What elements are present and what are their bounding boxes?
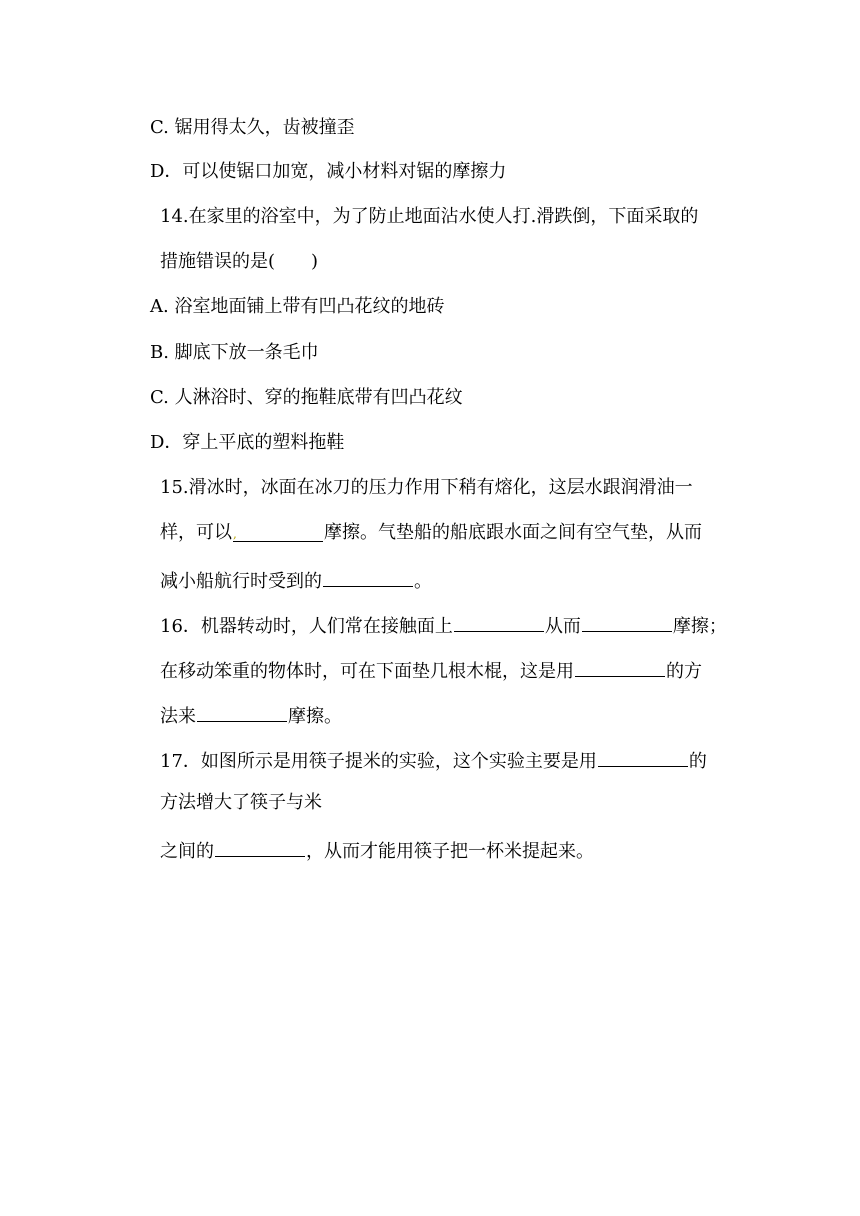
q15-line3-text-a: 减小船航行时受到的: [160, 571, 322, 592]
q16-blank-4[interactable]: [197, 701, 287, 722]
q14-stem-line1: 14.在家里的浴室中，为了防止地面沾水使人打.滑跌倒，下面采取的: [160, 206, 699, 227]
q16-line1: [160, 611, 860, 639]
q13-option-c: C. 锯用得太久，齿被撞歪: [150, 117, 355, 138]
q15-line2: [160, 521, 860, 545]
q17-line1: [160, 746, 860, 774]
q17-line3-text-a: 之间的: [160, 841, 214, 862]
q15-line3-text-b: 。: [414, 571, 432, 592]
q14-option-a: A. 浴室地面铺上带有凹凸花纹的地砖: [150, 296, 445, 317]
q16-line1-text-b: 从而: [544, 616, 581, 637]
q16-blank-3[interactable]: [575, 656, 665, 677]
q15-line2-text-b: 摩擦。气垫船的船底跟水面之间有空气垫，从而: [324, 522, 702, 543]
q13-option-d: D．可以使锯口加宽，减小材料对锯的摩擦力: [150, 161, 507, 182]
q15-line1: 15.滑冰时，冰面在冰刀的压力作用下稍有熔化，这层水跟润滑油一: [160, 477, 693, 498]
q15-blank-1[interactable]: [233, 521, 323, 542]
q17-line1-text-b: 的: [688, 751, 707, 772]
q17-line1-text-a: 17．如图所示是用筷子提米的实验，这个实验主要是用: [160, 751, 597, 772]
q17-line3-text-b: ，从而才能用筷子把一杯米提起来。: [306, 841, 594, 862]
q16-blank-2[interactable]: [582, 611, 672, 632]
q17-line3: [160, 836, 860, 864]
q15-line2-text-a: 样，可以: [160, 522, 232, 543]
q14-option-b: B. 脚底下放一条毛巾: [150, 342, 319, 363]
q15-blank-2[interactable]: [323, 566, 413, 587]
q15-line3: [160, 566, 860, 594]
q16-line3: [160, 701, 860, 729]
q14-stem-line2: 措施错误的是( ): [160, 251, 319, 272]
q16-line1-text-c: 摩擦；: [672, 616, 727, 637]
q17-blank-2[interactable]: [215, 836, 305, 857]
q15-blank-mark: ,: [233, 527, 237, 541]
q16-line1-text-a: 16．机器转动时，人们常在接触面上: [160, 616, 453, 637]
q16-line3-text-a: 法来: [160, 706, 196, 727]
q16-line3-text-b: 摩擦。: [288, 706, 342, 727]
q14-option-c: C. 人淋浴时、穿的拖鞋底带有凹凸花纹: [150, 387, 463, 408]
q16-line2-text-b: 的方: [666, 661, 702, 682]
q16-line2: [160, 656, 860, 684]
q16-blank-1[interactable]: [454, 611, 544, 632]
q17-blank-1[interactable]: [598, 746, 688, 767]
q14-option-d: D．穿上平底的塑料拖鞋: [150, 432, 345, 453]
q17-line2: 方法增大了筷子与米: [160, 792, 322, 813]
q16-line2-text-a: 在移动笨重的物体时，可在下面垫几根木棍，这是用: [160, 661, 574, 682]
